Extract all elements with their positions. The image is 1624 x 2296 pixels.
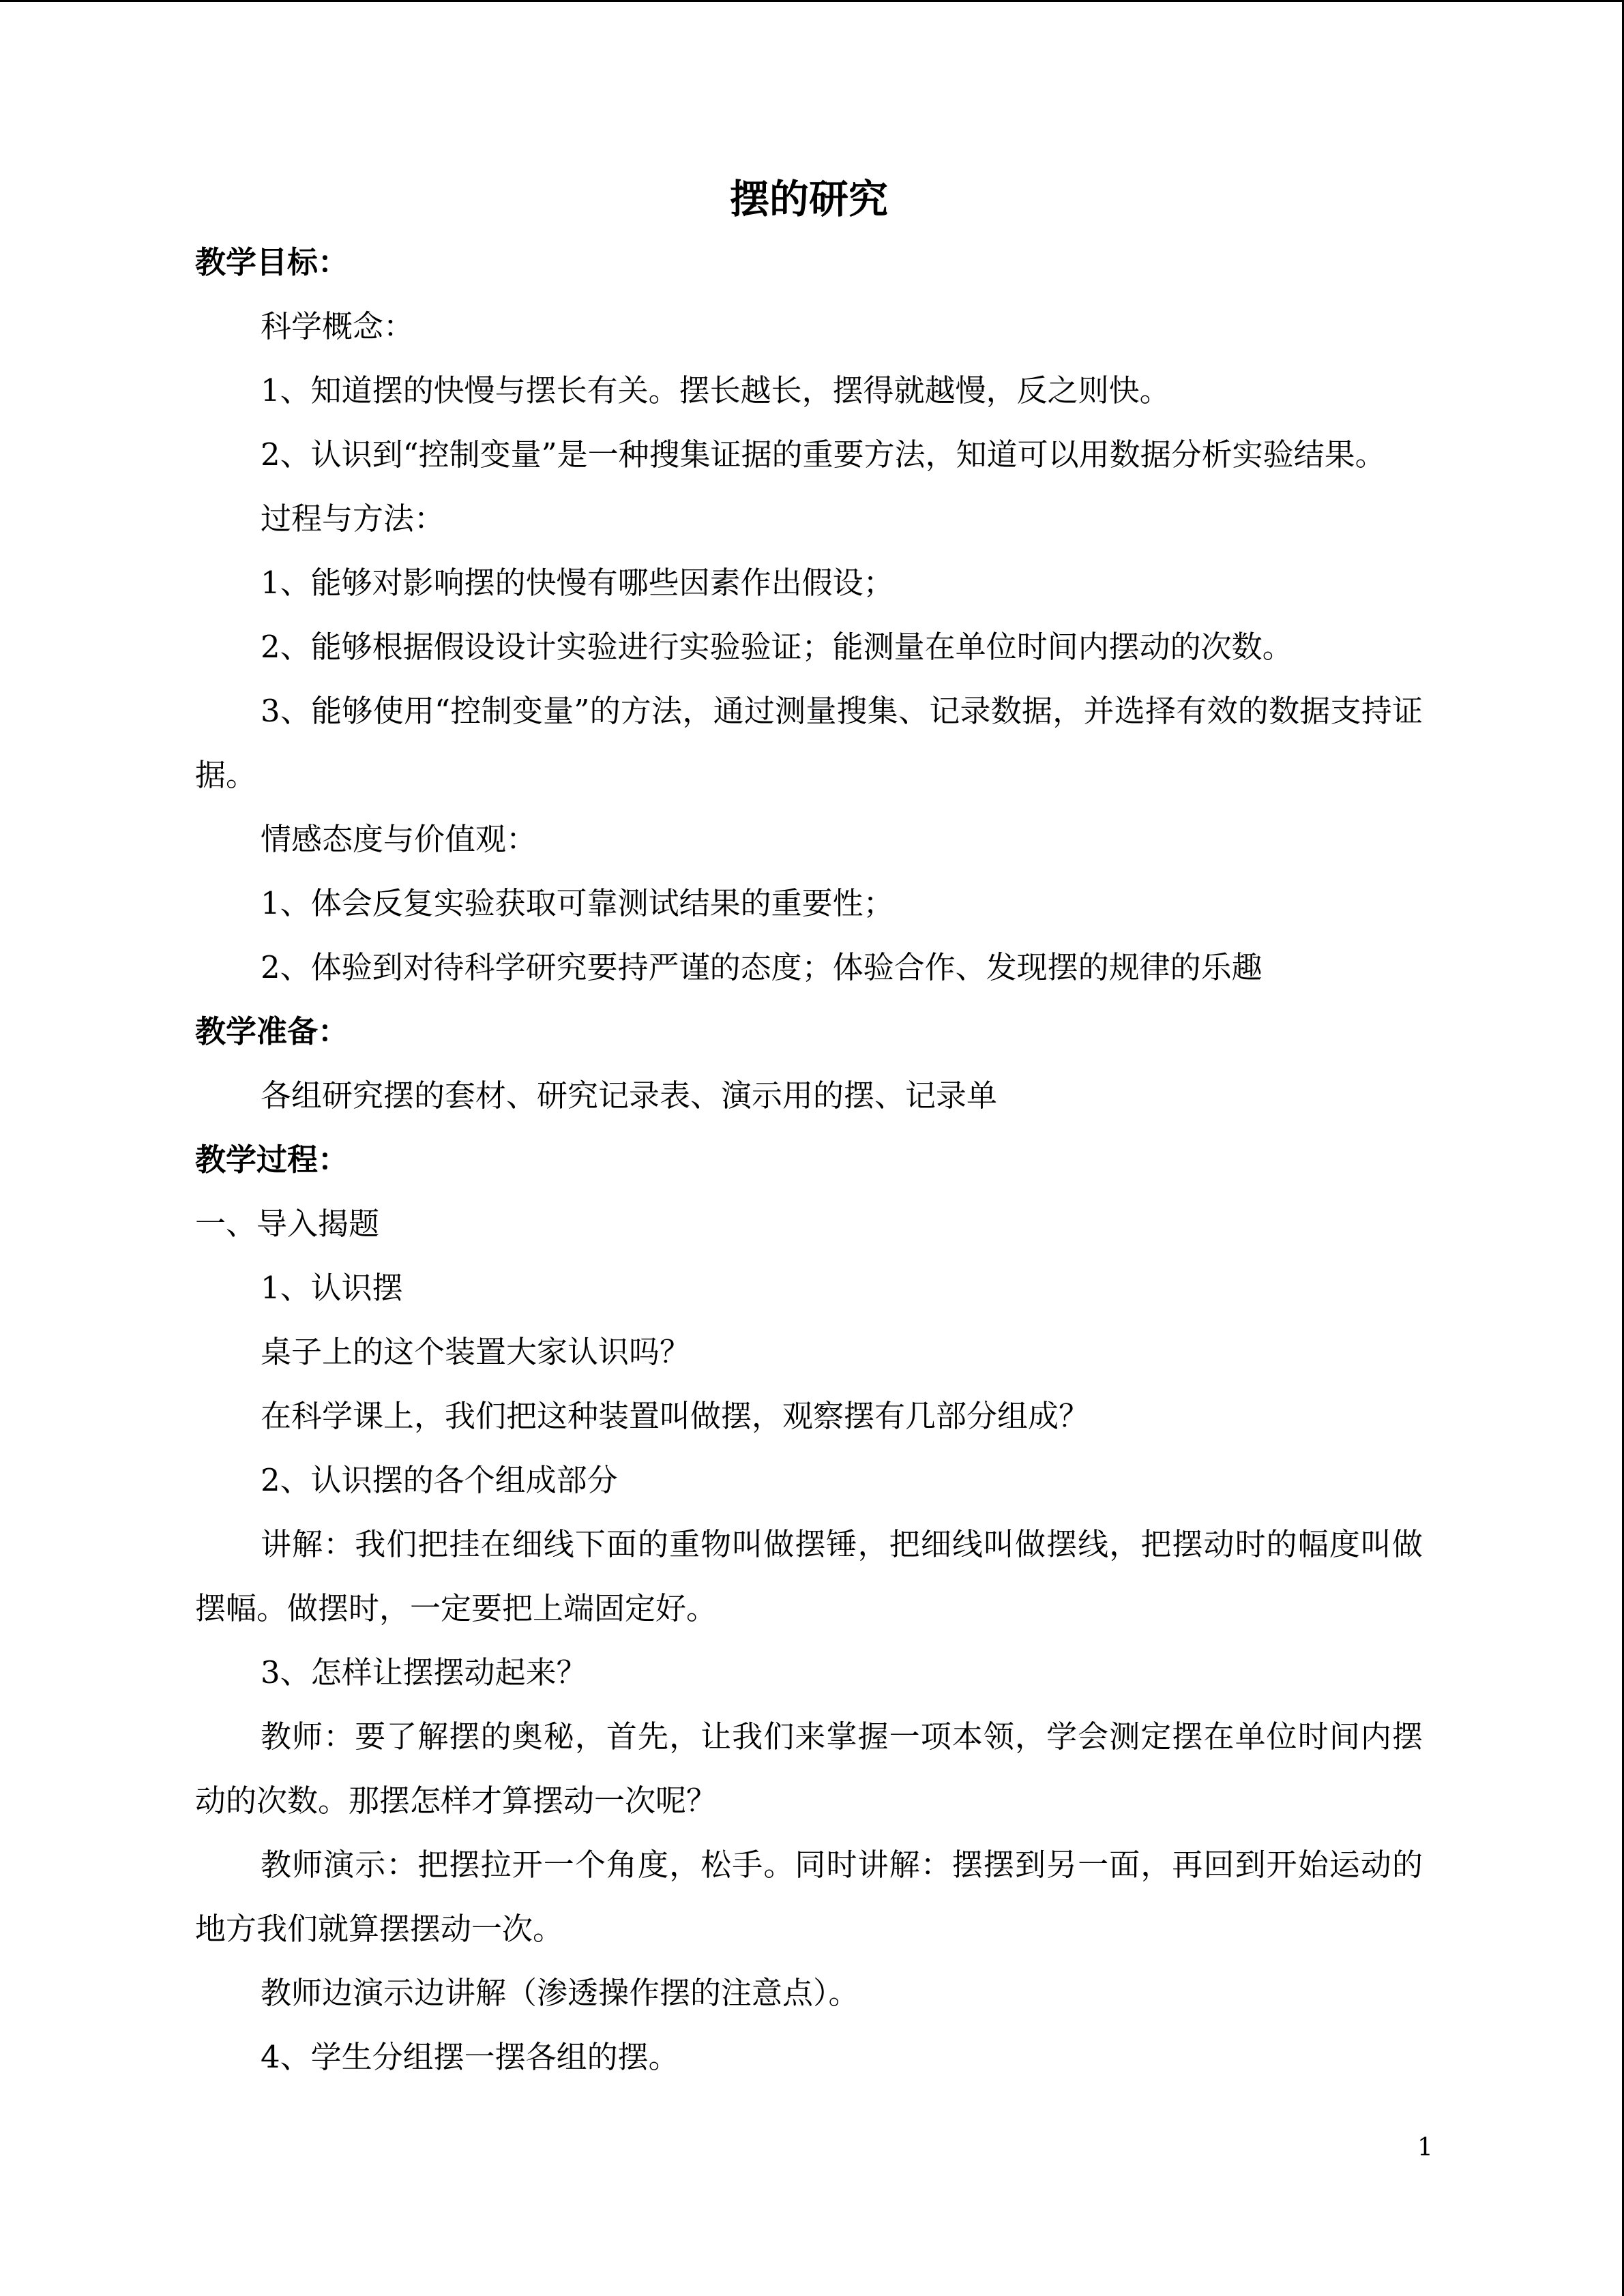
process-paragraph: 教师演示：把摆拉开一个角度，松手。同时讲解：摆摆到另一面，再回到开始运动的地方我们就算摆摆动一次。 xyxy=(195,1847,1423,1947)
process-paragraph: 4、学生分组摆一摆各组的摆。 xyxy=(261,2039,679,2075)
document-title: 摆的研究 xyxy=(729,176,888,222)
process-paragraph: 在科学课上，我们把这种装置叫做摆，观察摆有几部分组成？ xyxy=(261,1398,1090,1434)
process-method-heading: 过程与方法： xyxy=(261,501,445,537)
objectives-heading: 教学目标： xyxy=(195,244,349,280)
attitude-heading: 情感态度与价值观： xyxy=(261,821,537,857)
page-number: 1 xyxy=(1417,2134,1433,2162)
process-paragraph: 3、怎样让摆摆动起来？ xyxy=(261,1654,587,1690)
teaching-process-heading: 教学过程： xyxy=(195,1142,349,1178)
process-paragraph: 教师边演示边讲解（渗透操作摆的注意点）。 xyxy=(261,1975,859,2011)
part1-heading: 一、导入揭题 xyxy=(195,1206,380,1242)
preparation-text: 各组研究摆的套材、研究记录表、演示用的摆、记录单 xyxy=(261,1077,998,1114)
attitude-item-2: 2、体验到对待科学研究要持严谨的态度；体验合作、发现摆的规律的乐趣 xyxy=(261,949,1263,985)
process-paragraph: 桌子上的这个装置大家认识吗？ xyxy=(261,1334,691,1370)
process-paragraph: 2、认识摆的各个组成部分 xyxy=(261,1462,618,1498)
attitude-item-1: 1、体会反复实验获取可靠测试结果的重要性； xyxy=(261,885,894,921)
process-paragraph: 讲解：我们把挂在细线下面的重物叫做摆锤，把细线叫做摆线，把摆动时的幅度叫做摆幅。做摆时，一定要把上端固定好。 xyxy=(195,1526,1423,1626)
process-paragraph: 1、认识摆 xyxy=(261,1270,403,1306)
science-item-2: 2、认识到“控制变量”是一种搜集证据的重要方法，知道可以用数据分析实验结果。 xyxy=(261,436,1386,473)
process-paragraph: 教师：要了解摆的奥秘，首先，让我们来掌握一项本领，学会测定摆在单位时间内摆动的次数。那摆怎样才算摆动一次呢？ xyxy=(195,1718,1423,1819)
science-concept-heading: 科学概念： xyxy=(261,308,415,344)
process-item-2: 2、能够根据假设设计实验进行实验验证；能测量在单位时间内摆动的次数。 xyxy=(261,629,1293,665)
page-top-border xyxy=(0,0,1624,2)
document-body xyxy=(195,170,1423,2089)
science-item-1: 1、知道摆的快慢与摆长有关。摆长越长，摆得就越慢，反之则快。 xyxy=(261,372,1170,408)
process-item-1: 1、能够对影响摆的快慢有哪些因素作出假设； xyxy=(261,565,894,601)
preparation-heading: 教学准备： xyxy=(195,1013,349,1049)
process-item-3: 3、能够使用“控制变量”的方法，通过测量搜集、记录数据，并选择有效的数据支持证据。 xyxy=(195,693,1423,793)
